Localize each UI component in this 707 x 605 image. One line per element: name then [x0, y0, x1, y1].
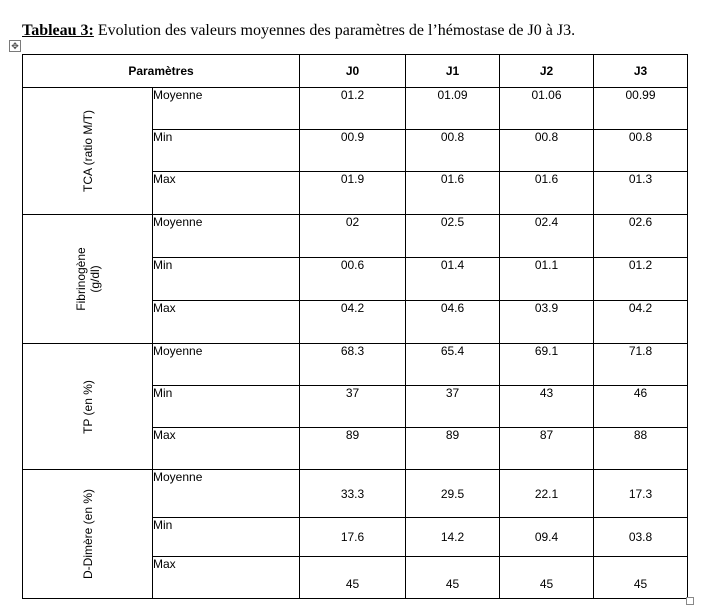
group-label-tca: TCA (ratio M/T): [80, 109, 95, 193]
value-cell: 45: [500, 557, 594, 599]
value-cell: 29.5: [406, 470, 500, 518]
stat-label: Max: [153, 557, 300, 599]
value-cell: 01.4: [406, 258, 500, 301]
group-label-tp: TP (en %): [80, 379, 95, 434]
table-row: [23, 215, 688, 258]
value-cell: 17.6: [300, 518, 406, 557]
value-cell: 71.8: [594, 344, 688, 386]
group-label-d-dimere: D-Dimère (en %): [80, 488, 95, 580]
stat-label: Moyenne: [153, 215, 300, 258]
value-cell: 01.3: [594, 172, 688, 215]
value-cell: 01.06: [500, 88, 594, 130]
table-row: [23, 470, 688, 518]
header-j0: J0: [300, 55, 406, 88]
value-cell: 00.8: [594, 130, 688, 172]
header-j3: J3: [594, 55, 688, 88]
caption-label: Tableau 3:: [22, 22, 94, 39]
value-cell: 45: [300, 557, 406, 599]
value-cell: 02.5: [406, 215, 500, 258]
header-j1: J1: [406, 55, 500, 88]
stat-label: Moyenne: [153, 470, 300, 518]
group-tp: [23, 344, 153, 470]
value-cell: 45: [594, 557, 688, 599]
group-tca: [23, 88, 153, 215]
group-label-fibrinogene: Fibrinogène (g/dl): [73, 247, 102, 311]
value-cell: 04.2: [300, 301, 406, 344]
stat-label: Moyenne: [153, 344, 300, 386]
value-cell: 01.09: [406, 88, 500, 130]
header-row: [23, 55, 688, 88]
value-cell: 89: [300, 428, 406, 470]
value-cell: 45: [406, 557, 500, 599]
value-cell: 01.2: [594, 258, 688, 301]
value-cell: 33.3: [300, 470, 406, 518]
value-cell: 03.9: [500, 301, 594, 344]
table-row: [23, 344, 688, 386]
caption-text: Evolution des valeurs moyennes des paramètres de l’hémostase de J0 à J3.: [93, 22, 576, 39]
value-cell: 02: [300, 215, 406, 258]
header-parametres: Paramètres: [23, 55, 300, 88]
value-cell: 09.4: [500, 518, 594, 557]
value-cell: 01.2: [300, 88, 406, 130]
stat-label: Min: [153, 130, 300, 172]
value-cell: 65.4: [406, 344, 500, 386]
value-cell: 46: [594, 386, 688, 428]
value-cell: 17.3: [594, 470, 688, 518]
value-cell: 68.3: [300, 344, 406, 386]
value-cell: 43: [500, 386, 594, 428]
value-cell: 88: [594, 428, 688, 470]
group-d-dimere: [23, 470, 153, 599]
stat-label: Min: [153, 518, 300, 557]
table-move-handle-icon[interactable]: ✥: [9, 40, 21, 52]
value-cell: 00.99: [594, 88, 688, 130]
value-cell: 22.1: [500, 470, 594, 518]
value-cell: 00.8: [500, 130, 594, 172]
stat-label: Max: [153, 428, 300, 470]
stat-label: Moyenne: [153, 88, 300, 130]
value-cell: 37: [300, 386, 406, 428]
value-cell: 89: [406, 428, 500, 470]
value-cell: 37: [406, 386, 500, 428]
table-row: [23, 88, 688, 130]
value-cell: 00.9: [300, 130, 406, 172]
stat-label: Max: [153, 301, 300, 344]
hemostasis-table: [22, 54, 688, 599]
group-fibrinogene: [23, 215, 153, 344]
value-cell: 01.1: [500, 258, 594, 301]
value-cell: 00.8: [406, 130, 500, 172]
value-cell: 02.4: [500, 215, 594, 258]
value-cell: 04.6: [406, 301, 500, 344]
value-cell: 04.2: [594, 301, 688, 344]
value-cell: 01.9: [300, 172, 406, 215]
stat-label: Min: [153, 386, 300, 428]
value-cell: 02.6: [594, 215, 688, 258]
stat-label: Min: [153, 258, 300, 301]
value-cell: 01.6: [500, 172, 594, 215]
value-cell: 14.2: [406, 518, 500, 557]
value-cell: 87: [500, 428, 594, 470]
table-caption: [22, 22, 575, 40]
value-cell: 03.8: [594, 518, 688, 557]
value-cell: 00.6: [300, 258, 406, 301]
value-cell: 01.6: [406, 172, 500, 215]
value-cell: 69.1: [500, 344, 594, 386]
stat-label: Max: [153, 172, 300, 215]
header-j2: J2: [500, 55, 594, 88]
